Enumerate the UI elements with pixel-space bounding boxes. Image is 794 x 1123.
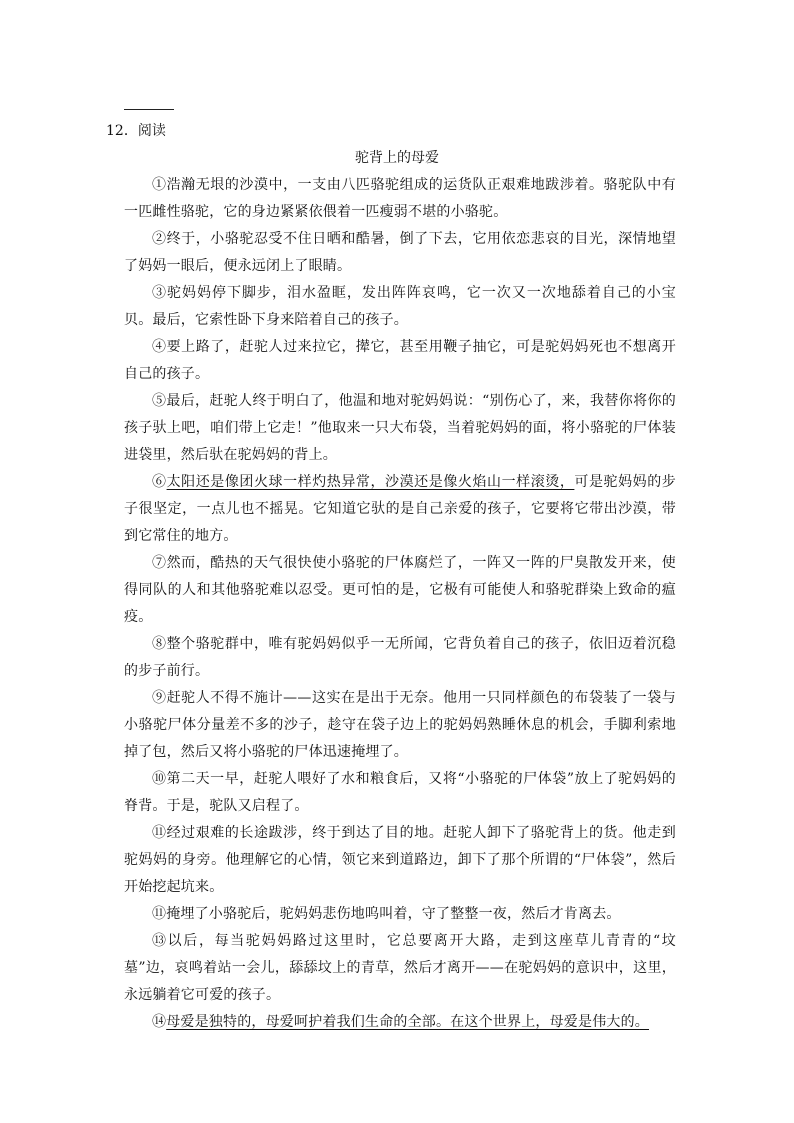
paragraph-8: ⑧整个骆驼群中，唯有驼妈妈似乎一无所闻，它背负着自己的孩子，依旧迈着沉稳的步子前行。 xyxy=(124,636,676,679)
answer-blank-line xyxy=(124,109,174,110)
paragraph-text: 可是驼妈妈的步子很坚定，一点儿也不摇晃。它知道它驮的是自己亲爱的孩子，它要将它带出沙漠，带到它常住的地方。 xyxy=(124,474,676,544)
underlined-sentence: 母爱是独特的，母爱呵护着我们生命的全部。在这个世界上，母爱是伟大的。 xyxy=(166,1014,650,1030)
paragraph-7: ⑦然而，酷热的天气很快使小骆驼的尸体腐烂了，一阵又一阵的尸臭散发开来，使得同队的人和其他骆驼难以忍受。更可怕的是，它极有可能使人和骆驼群染上致命的瘟疫。 xyxy=(124,555,676,625)
paragraph-5: ⑤最后，赶驼人终于明白了，他温和地对驼妈妈说：“别伤心了，来，我替你将你的孩子驮上吧，咱们带上它走！”他取来一只大布袋，当着驼妈妈的面，将小骆驼的尸体装进袋里，然后驮在驼妈妈的背上。 xyxy=(124,393,676,463)
paragraph-13: ⑬以后，每当驼妈妈路过这里时，它总要离开大路，走到这座草儿青青的“坟墓”边，哀鸣着站一会儿，舔舔坟上的青草，然后才离开——在驼妈妈的意识中，这里，永远躺着它可爱的孩子。 xyxy=(124,933,676,1003)
paragraph-11: ⑪经过艰难的长途跋涉，终于到达了目的地。赶驼人卸下了骆驼背上的货。他走到驼妈妈的身旁。他理解它的心情，领它来到道路边，卸下了那个所谓的“尸体袋”，然后开始挖起坑来。 xyxy=(124,825,676,895)
paragraph-number: ⑥ xyxy=(152,474,167,490)
paragraph-9: ⑨赶驼人不得不施计——这实在是出于无奈。他用一只同样颜色的布袋装了一袋与小骆驼尸体分量差不多的沙子，趁守在袋子边上的驼妈妈熟睡休息的机会，手脚利索地掉了包，然后又将小骆驼的尸体迅速掩埋了。 xyxy=(124,690,676,760)
paragraph-2: ②终于，小骆驼忍受不住日晒和酷暑，倒了下去，它用依恋悲哀的目光，深情地望了妈妈一眼后，便永远闭上了眼睛。 xyxy=(124,231,676,274)
paragraph-3: ③驼妈妈停下脚步，泪水盈眶，发出阵阵哀鸣，它一次又一次地舔着自己的小宝贝。最后，它索性卧下身来陪着自己的孩子。 xyxy=(124,285,676,328)
paragraph-10: ⑩第二天一早，赶驼人喂好了水和粮食后，又将“小骆驼的尸体袋”放上了驼妈妈的脊背。于是，驼队又启程了。 xyxy=(124,771,676,814)
underlined-sentence: 太阳还是像团火球一样灼热异常，沙漠还是像火焰山一样滚烫， xyxy=(166,474,575,490)
paragraph-14 xyxy=(124,1009,676,1036)
paragraph-6 xyxy=(124,469,676,550)
paragraph-4: ④要上路了，赶驼人过来拉它，撵它，甚至用鞭子抽它，可是驼妈妈死也不想离开自己的孩子。 xyxy=(124,339,676,382)
question-header: 12．阅读 xyxy=(106,123,166,139)
passage-title: 驼背上的母爱 xyxy=(355,150,439,166)
paragraph-12: ⑪掩埋了小骆驼后，驼妈妈悲伤地呜叫着，守了整整一夜，然后才肯离去。 xyxy=(152,906,621,922)
passage-body xyxy=(124,172,676,1036)
paragraph-1: ①浩瀚无垠的沙漠中，一支由八匹骆驼组成的运货队正艰难地跋涉着。骆驼队中有一匹雌性骆驼，它的身边紧紧依偎着一匹瘦弱不堪的小骆驼。 xyxy=(124,177,676,220)
paragraph-number: ⑭ xyxy=(152,1014,167,1030)
